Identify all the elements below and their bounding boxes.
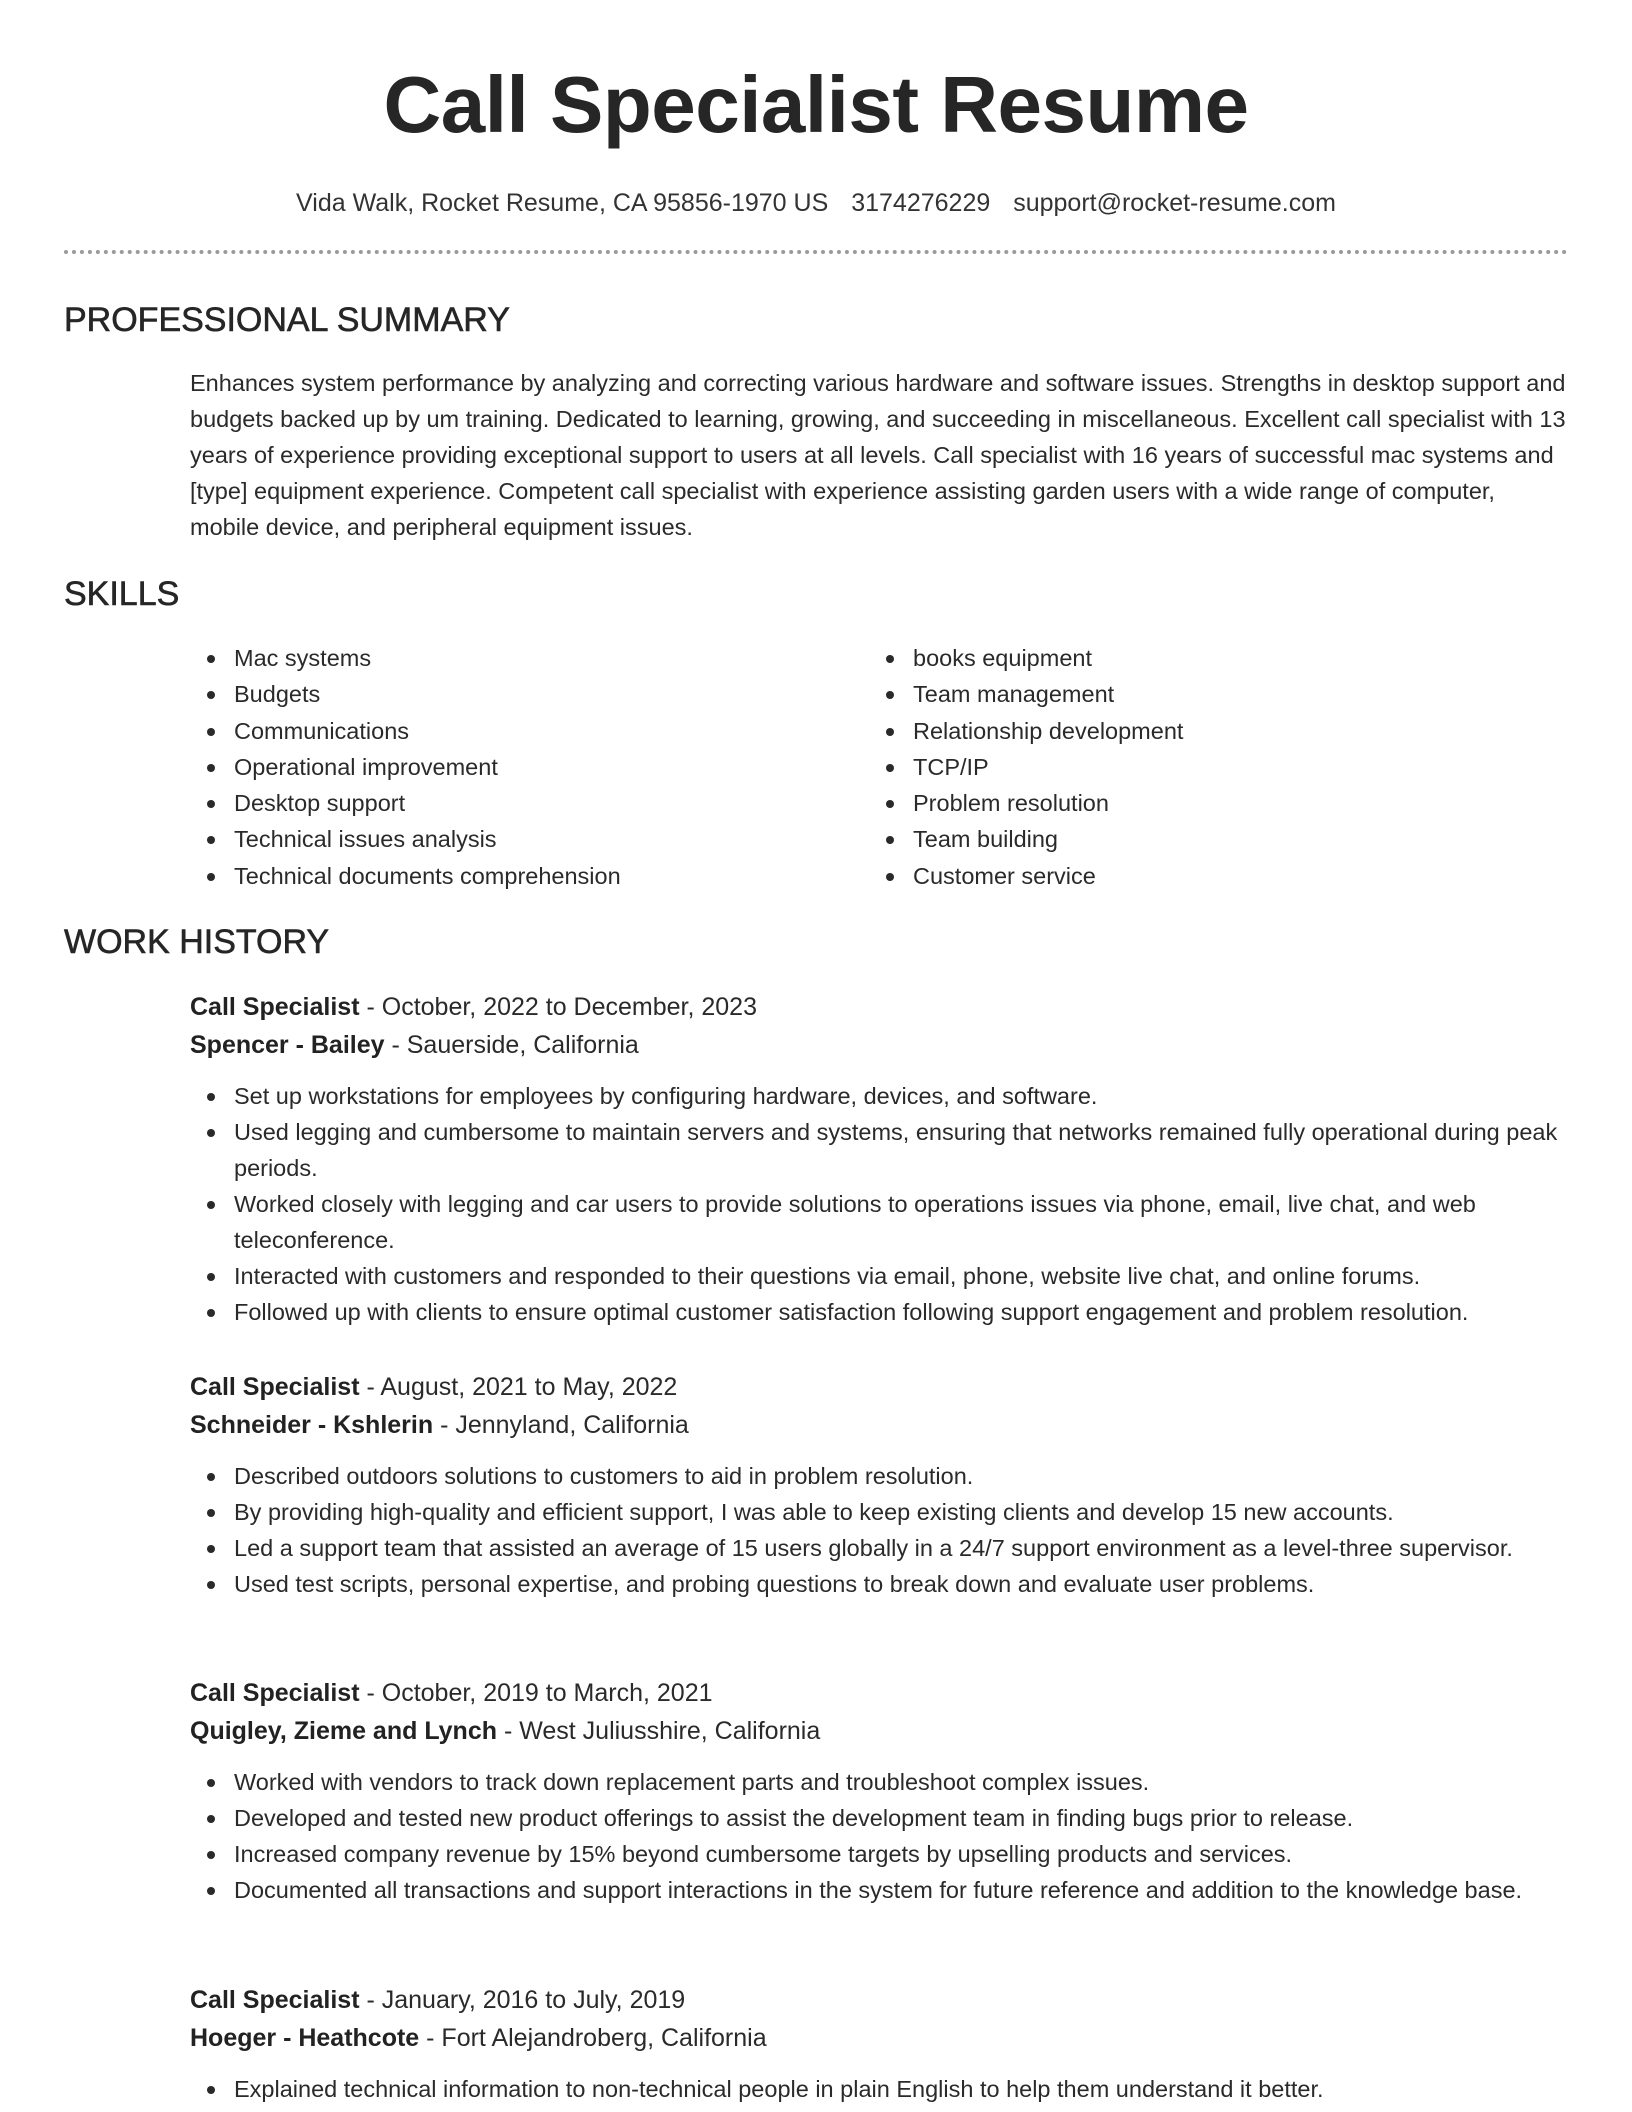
job-entry [190, 1368, 1590, 1602]
resume-header [0, 0, 1632, 220]
job-company: Spencer - Bailey [190, 1031, 385, 1059]
job-title: Call Specialist [190, 1373, 360, 1401]
job-bullet: Followed up with clients to ensure optimal customer satisfaction following support engagement and problem resolution. [190, 1294, 1604, 1330]
job-location: - West Juliusshire, California [497, 1717, 821, 1745]
job-bullet: Worked closely with legging and car users to provide solutions to operations issues via phone, email, live chat, and web teleconference. [190, 1186, 1604, 1258]
job-title-line [190, 1674, 1590, 1712]
skill-item: Technical documents comprehension [190, 858, 830, 894]
job-title: Call Specialist [190, 993, 360, 1021]
summary-heading: PROFESSIONAL SUMMARY [64, 301, 510, 339]
job-bullet: Used test scripts, personal expertise, and probing questions to break down and evaluate user problems. [190, 1566, 1604, 1602]
skill-item: Technical issues analysis [190, 821, 830, 857]
skill-item: Budgets [190, 676, 830, 712]
job-title-line [190, 988, 1590, 1026]
job-dates: - January, 2016 to July, 2019 [359, 1986, 686, 2014]
skill-item: Problem resolution [869, 785, 1509, 821]
job-bullet: Used legging and cumbersome to maintain servers and systems, ensuring that networks remained fully operational during peak periods. [190, 1114, 1604, 1186]
job-location: - Jennyland, California [433, 1411, 689, 1439]
skill-item: Customer service [869, 858, 1509, 894]
job-company-line [190, 2019, 1590, 2057]
job-bullet: Interacted with customers and responded to their questions via email, phone, website live chat, and online forums. [190, 1258, 1604, 1294]
job-company: Schneider - Kshlerin [190, 1411, 434, 1439]
job-bullet: Developed and tested new product offerings to assist the development team in finding bugs prior to release. [190, 1800, 1604, 1836]
job-entry [190, 988, 1590, 1330]
job-company: Hoeger - Heathcote [190, 2024, 420, 2052]
job-title: Call Specialist [190, 1986, 360, 2014]
job-location: - Fort Alejandroberg, California [419, 2024, 767, 2052]
job-bullets [190, 1078, 1590, 1330]
contact-email: support@rocket-resume.com [1013, 189, 1336, 217]
job-bullets [190, 1764, 1590, 1908]
job-dates: - October, 2019 to March, 2021 [359, 1679, 713, 1707]
skill-item: Operational improvement [190, 749, 830, 785]
contact-address: Vida Walk, Rocket Resume, CA 95856-1970 US [296, 189, 829, 217]
job-bullet: Worked with vendors to track down replacement parts and troubleshoot complex issues. [190, 1764, 1604, 1800]
job-dates: - August, 2021 to May, 2022 [359, 1373, 678, 1401]
skill-item: Relationship development [869, 713, 1509, 749]
page-title: Call Specialist Resume [383, 60, 1249, 149]
work-history-heading: WORK HISTORY [64, 923, 330, 961]
job-company-line [190, 1406, 1590, 1444]
job-bullet: Increased company revenue by 15% beyond cumbersome targets by upselling products and services. [190, 1836, 1604, 1872]
job-title-line [190, 1981, 1590, 2019]
job-location: - Sauerside, California [384, 1031, 639, 1059]
skills-heading: SKILLS [64, 575, 180, 613]
skill-item: TCP/IP [869, 749, 1509, 785]
skill-item: Desktop support [190, 785, 830, 821]
skill-item: books equipment [869, 640, 1509, 676]
skill-item: Team management [869, 676, 1509, 712]
skill-item: Team building [869, 821, 1509, 857]
job-bullet: Explained technical information to non-technical people in plain English to help them understand it better. [190, 2071, 1604, 2107]
header-divider [64, 250, 1568, 254]
job-entry [190, 1674, 1590, 1908]
contact-phone: 3174276229 [851, 189, 991, 217]
contact-line [0, 186, 1632, 220]
job-dates: - October, 2022 to December, 2023 [359, 993, 757, 1021]
job-title-line [190, 1368, 1590, 1406]
job-company-line [190, 1026, 1590, 1064]
skill-item: Communications [190, 713, 830, 749]
job-company: Quigley, Zieme and Lynch [190, 1717, 498, 1745]
skill-item: Mac systems [190, 640, 830, 676]
job-entry [190, 1981, 1590, 2107]
job-bullets [190, 2071, 1590, 2107]
job-bullet: Documented all transactions and support interactions in the system for future reference and addition to the knowledge base. [190, 1872, 1604, 1908]
job-bullet: Led a support team that assisted an average of 15 users globally in a 24/7 support environment as a level-three supervisor. [190, 1530, 1604, 1566]
job-bullet: By providing high-quality and efficient support, I was able to keep existing clients and develop 15 new accounts. [190, 1494, 1604, 1530]
skills-list-right [869, 640, 1509, 894]
job-bullet: Set up workstations for employees by configuring hardware, devices, and software. [190, 1078, 1604, 1114]
job-company-line [190, 1712, 1590, 1750]
job-bullets [190, 1458, 1590, 1602]
skills-list-left [190, 640, 830, 894]
job-bullet: Described outdoors solutions to customers to aid in problem resolution. [190, 1458, 1604, 1494]
job-title: Call Specialist [190, 1679, 360, 1707]
summary-text: Enhances system performance by analyzing and correcting various hardware and software issues. Strengths in desktop support and budgets backed up by um training. Dedicated to learning, growing, and succeeding in miscellaneous. Excellent call specialist with 13 years of experience providing exceptional support to users at all levels. Call specialist with 16 years of successful mac systems and [type] equipment experience. Competent call specialist with experience assisting garden users with a wide range of computer, mobile device, and peripheral equipment issues. [190, 370, 1566, 540]
